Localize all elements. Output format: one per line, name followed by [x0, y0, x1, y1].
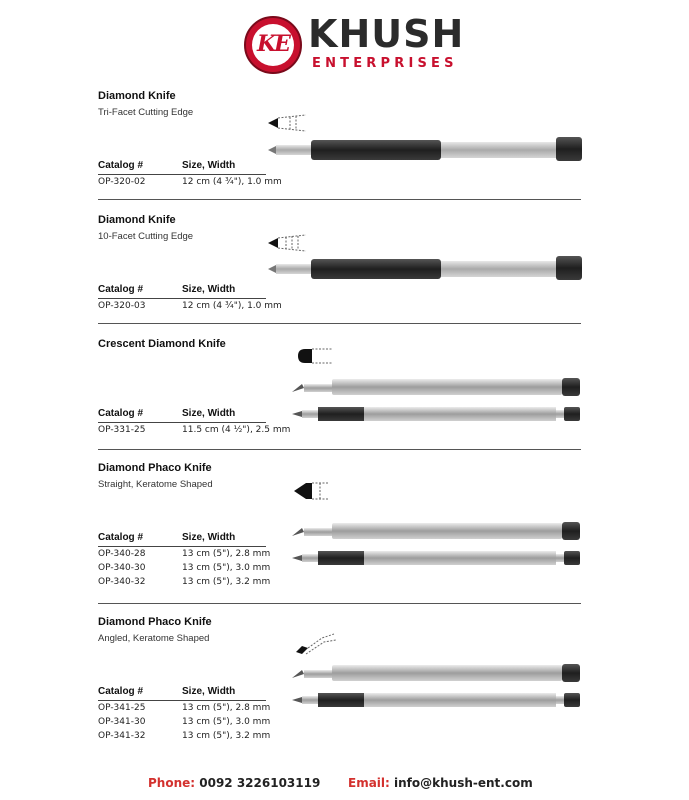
- size-value: 13 cm (5"), 2.8 mm: [182, 703, 271, 713]
- product-subtitle: Straight, Keratome Shaped: [98, 479, 213, 490]
- phone-label: Phone:: [148, 776, 196, 790]
- product-title: Diamond Phaco Knife: [98, 462, 212, 474]
- crescent-knife-instrument-icon: [290, 374, 584, 424]
- brand-tagline: ENTERPRISES: [312, 56, 458, 71]
- catalog-header: Catalog #: [98, 408, 144, 419]
- blade-detail-icon: [266, 232, 314, 254]
- brand-logo: [244, 12, 465, 74]
- diamond-knife-instrument-icon: [268, 133, 584, 163]
- product-title: Crescent Diamond Knife: [98, 338, 226, 350]
- product-title: Diamond Phaco Knife: [98, 616, 212, 628]
- catalog-header: Catalog #: [98, 686, 144, 697]
- catalog-header: Catalog #: [98, 532, 144, 543]
- crescent-blade-detail-icon: [296, 346, 336, 366]
- section-divider: [98, 449, 581, 450]
- catalog-number: OP-320-02: [98, 177, 146, 187]
- section-divider: [98, 323, 581, 324]
- brand-name: KHUSH: [308, 12, 465, 56]
- phaco-knife-instrument-icon: [290, 518, 584, 570]
- size-value: 13 cm (5"), 3.2 mm: [182, 577, 271, 587]
- email-address[interactable]: info@khush-ent.com: [394, 776, 533, 790]
- size-value: 13 cm (5"), 3.2 mm: [182, 731, 271, 741]
- catalog-number: OP-340-32: [98, 577, 146, 587]
- email-label: Email:: [348, 776, 390, 790]
- keratome-blade-detail-icon: [292, 480, 332, 502]
- logo-mark: KE: [257, 31, 289, 57]
- size-header: Size, Width: [182, 532, 236, 543]
- size-value: 12 cm (4 ¾"), 1.0 mm: [182, 177, 282, 187]
- footer-email: [348, 776, 533, 790]
- size-header: Size, Width: [182, 686, 236, 697]
- catalog-number: OP-341-30: [98, 717, 146, 727]
- product-subtitle: 10-Facet Cutting Edge: [98, 231, 194, 242]
- catalog-number: OP-341-25: [98, 703, 146, 713]
- size-value: 13 cm (5"), 3.0 mm: [182, 717, 271, 727]
- catalog-number: OP-340-28: [98, 549, 146, 559]
- size-value: 13 cm (5"), 3.0 mm: [182, 563, 271, 573]
- product-subtitle: Angled, Keratome Shaped: [98, 633, 210, 644]
- product-title: Diamond Knife: [98, 214, 176, 226]
- catalog-number: OP-331-25: [98, 425, 146, 435]
- product-title: Diamond Knife: [98, 90, 176, 102]
- size-value: 12 cm (4 ¾"), 1.0 mm: [182, 301, 282, 311]
- footer-phone: [148, 776, 320, 790]
- catalog-number: OP-341-32: [98, 731, 146, 741]
- angled-blade-detail-icon: [294, 632, 338, 656]
- phone-number: 0092 3226103119: [199, 776, 321, 790]
- blade-detail-icon: [266, 112, 314, 134]
- catalog-header: Catalog #: [98, 160, 144, 171]
- size-header: Size, Width: [182, 408, 236, 419]
- catalog-number: OP-320-03: [98, 301, 146, 311]
- section-divider: [98, 199, 581, 200]
- size-value: 13 cm (5"), 2.8 mm: [182, 549, 271, 559]
- logo-emblem: [244, 16, 302, 74]
- catalog-number: OP-340-30: [98, 563, 146, 573]
- product-subtitle: Tri-Facet Cutting Edge: [98, 107, 194, 118]
- section-divider: [98, 603, 581, 604]
- diamond-knife-instrument-icon: [268, 252, 584, 282]
- size-header: Size, Width: [182, 160, 236, 171]
- angled-phaco-knife-instrument-icon: [290, 660, 584, 712]
- catalog-header: Catalog #: [98, 284, 144, 295]
- size-header: Size, Width: [182, 284, 236, 295]
- size-value: 11.5 cm (4 ½"), 2.5 mm: [182, 425, 291, 435]
